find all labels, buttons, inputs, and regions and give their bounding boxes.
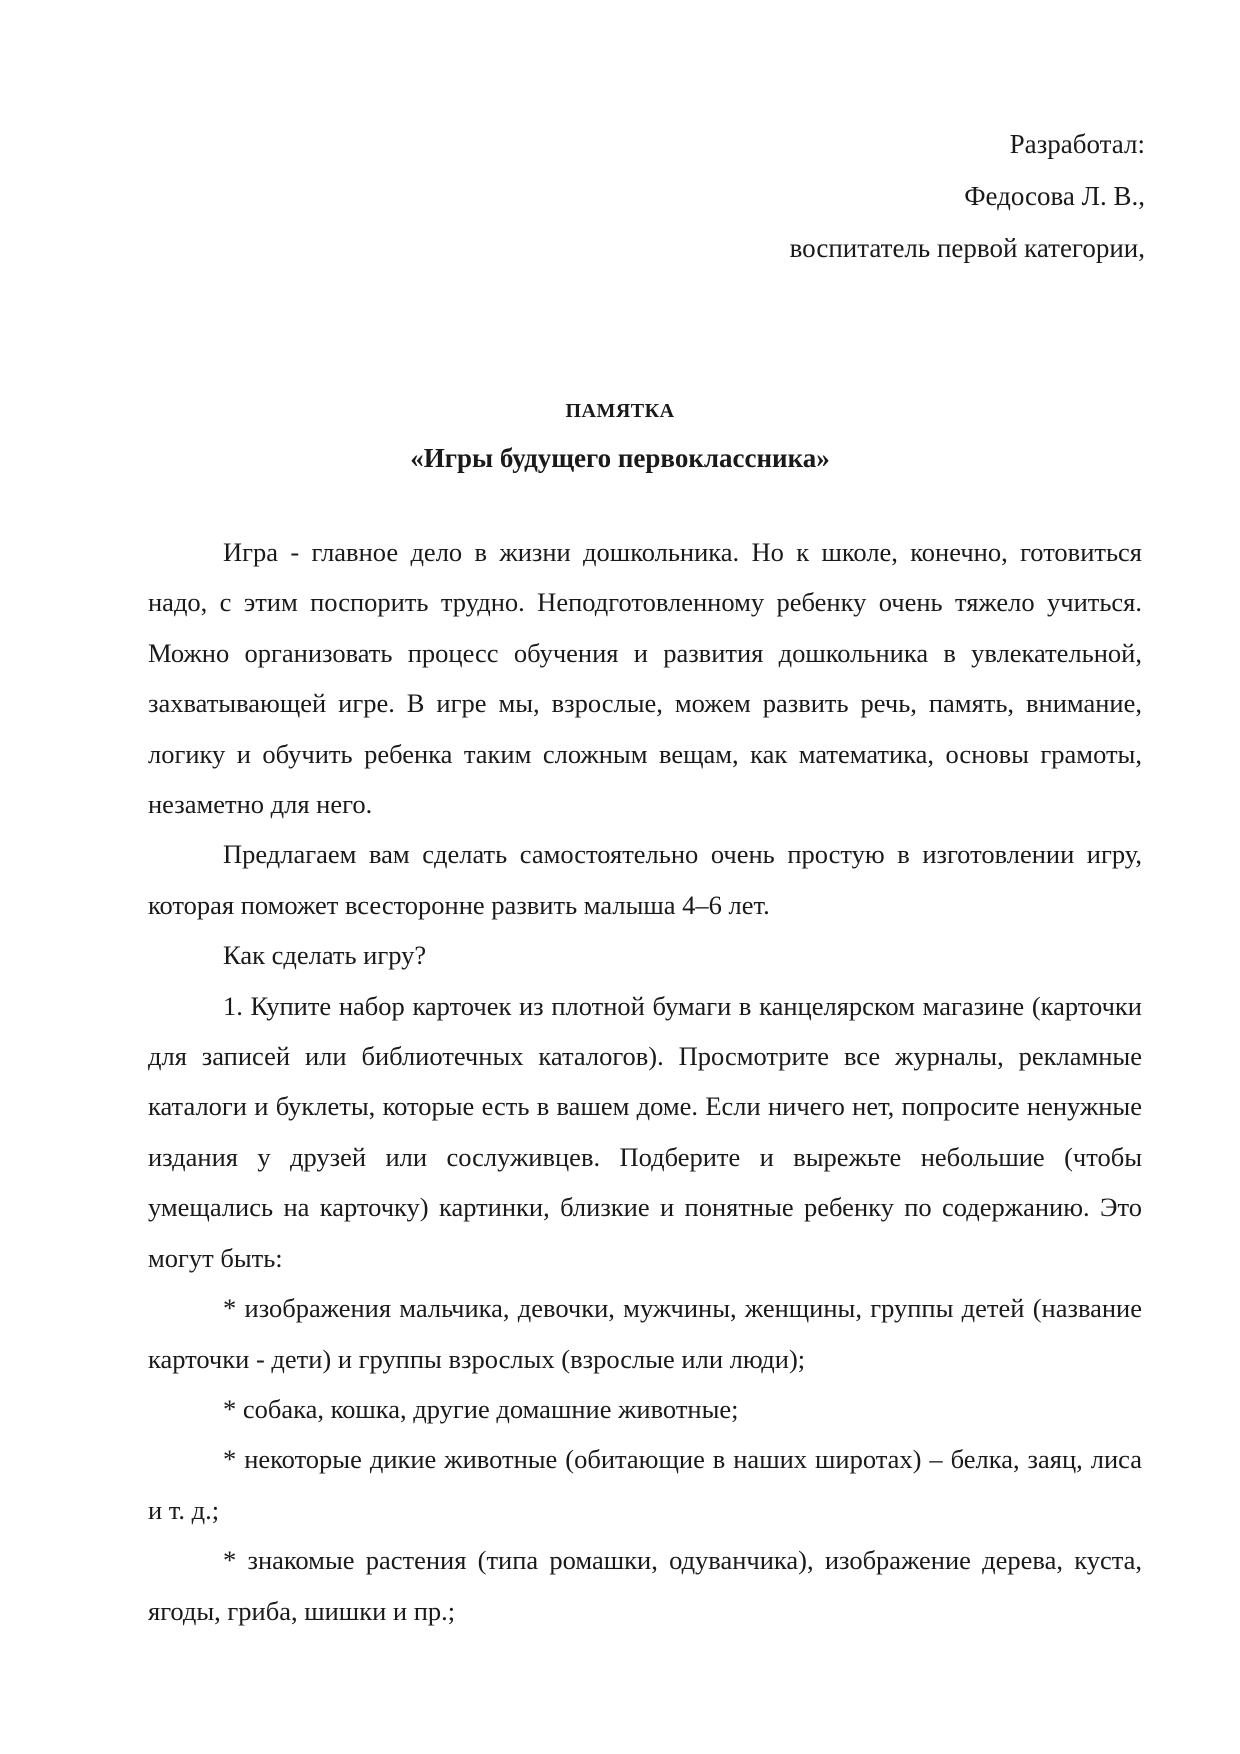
paragraph: Игра - главное дело в жизни дошкольника. Но к школе, конечно, готовиться надо, с этим поспорить трудно. Неподготовленному ребенку очень тяжело учиться. Можно организовать процесс обучения и развития дошкольника в увлекательной, захватывающей игре. В игре мы, взрослые, можем развить речь, память, внимание, логику и обучить ребенка таким сложным вещам, как математика, основы грамоты, незаметно для него. — [148, 537, 1142, 820]
paragraph: Как сделать игру? — [223, 940, 427, 971]
document-type: ПАМЯТКА — [565, 400, 675, 422]
author-label: Разработал: — [1009, 129, 1145, 159]
document-body — [148, 527, 1142, 1636]
author-position: воспитатель первой категории, — [789, 233, 1145, 263]
list-item: * знакомые растения (типа ромашки, одуванчика), изображение дерева, куста, ягоды, гриба, шишки и пр.; — [148, 1545, 1142, 1626]
title-block — [0, 396, 1240, 482]
paragraph: Предлагаем вам сделать самостоятельно очень простую в изготовлении игру, которая поможет всесторонне развить малыша 4–6 лет. — [148, 839, 1142, 920]
list-item: * изображения мальчика, девочки, мужчины, женщины, группы детей (название карточки - дети) и группы взрослых (взрослые или люди); — [148, 1293, 1142, 1374]
paragraph: 1. Купите набор карточек из плотной бумаги в канцелярском магазине (карточки для записей или библиотечных каталогов). Просмотрите все журналы, рекламные каталоги и буклеты, которые есть в вашем доме. Если ничего нет, попросите ненужные издания у друзей или сослуживцев. Подберите и вырежьте небольшие (чтобы умещались на карточку) картинки, близкие и понятные ребенку по содержанию. Это могут быть: — [148, 990, 1142, 1273]
author-block — [790, 118, 1145, 274]
list-item: * некоторые дикие животные (обитающие в наших широтах) – белка, заяц, лиса и т. д.; — [148, 1444, 1142, 1525]
document-title: «Игры будущего первоклассника» — [410, 443, 830, 473]
author-name: Федосова Л. В., — [964, 181, 1145, 211]
list-item: * собака, кошка, другие домашние животные; — [223, 1393, 739, 1424]
